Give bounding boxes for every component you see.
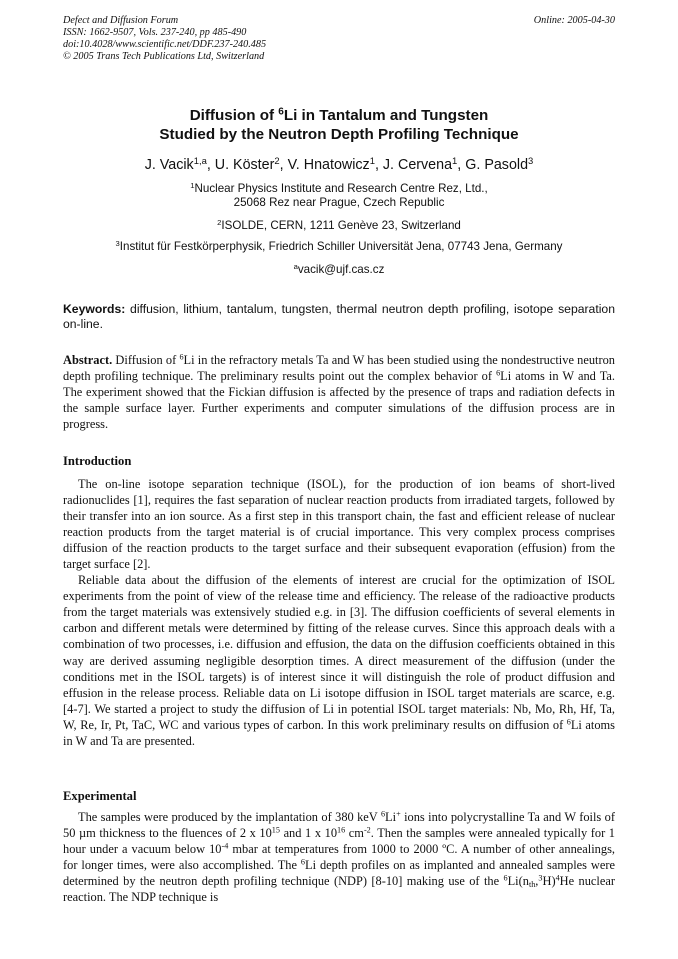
title-line-2: Studied by the Neutron Depth Profiling Technique <box>159 126 519 143</box>
experimental-body <box>63 809 615 905</box>
keywords-text: diffusion, lithium, tantalum, tungsten, thermal neutron depth profiling, isotope separation on-line. <box>63 302 615 331</box>
introduction-body <box>63 476 615 749</box>
email-line: $^a$vacik@ujf.cas.cz <box>293 261 385 276</box>
abstract-label: Abstract. <box>63 353 113 367</box>
paragraph: The samples were produced by the implantation of 380 keV $^6$Li+ ions into polycrystalline Ta and W foils of 50 µm thickness to the fluences of 2 x $10^{15}$ and 1 x $10^{16}$ $cm^{-2}$. Then the samples were annealed typically for 1 hour under a vacuum below $10^{-4}$ mbar at temperatures from 1000 to 2000 ºC. A number of other annealings, for longer times, were also accomplished. The $^6$Li depth profiles on as implanted and annealed samples were determined by the neutron depth profiling technique (NDP) [8-10] making use of the $^6Li(n_{th},^3H)^4He$ nuclear reaction. The NDP technique is <box>63 809 615 905</box>
journal-header <box>63 15 615 63</box>
issn-line: ISSN: 1662-9507, Vols. 237-240, pp 485-490 <box>63 27 247 38</box>
paper-title <box>63 106 615 144</box>
author: V. Hnatowicz <box>287 157 370 173</box>
paragraph: Reliable data about the diffusion of the elements of interest are crucial for the optimization of ISOL experiments from the point of view of the release time and efficiency. The release of the radioactive products from the target materials was extensively studied e.g. in [3]. The diffusion coefficients of several elements in carbon and different metals were determined by fitting of the release curves. Since this approach deals with a combination of two processes, i.e. diffusion and effusion, the data on the diffusion coefficients obtained in this way are derived assuming negligible desorption times. A direct measurement of the diffusion (under the conditions met in the ISOL targets) is of interest since it will distinguish the role of product diffusion and effusion in the release process. Reliable data on Li isotope diffusion in ISOL target materials are scarce, e.g. [4-7]. We started a project to study the diffusion of Li in potential ISOL target materials: Nb, Mo, Rh, Hf, Ta, W, Re, Ir, Pt, TaC, WC and various types of carbon. In this work preliminary results on diffusion of $^6$Li atoms in W and Ta are presented. <box>63 573 615 748</box>
email-link[interactable]: vacik@ujf.cas.cz <box>297 263 385 276</box>
author: U. Köster <box>214 157 275 173</box>
affiliation-2: $^2$ISOLDE, CERN, 1211 Genève 23, Switzerland <box>217 217 461 232</box>
online-date: Online: 2005-04-30 <box>533 15 615 26</box>
author: J. Vacik <box>144 157 194 173</box>
section-heading-introduction: Introduction <box>63 454 132 468</box>
abstract: Abstract. Diffusion of $^6$Li in the refractory metals Ta and W has been studied using the nondestructive neutron depth profiling technique. The preliminary results point out the complex behavior of $^6$Li atoms in W and Ta. The experiment showed that the Fickian diffusion is affected by the presence of traps and radiation defects in the sample surface layer. Further experiments and computer simulations of the diffusion process are in progress. <box>63 352 616 432</box>
affiliation-1: $^1$Nuclear Physics Institute and Research Centre Rez, Ltd., 25068 Rez near Prague, Czech Republic <box>190 180 488 209</box>
copyright-line: © 2005 Trans Tech Publications Ltd, Switzerland <box>63 51 265 62</box>
paragraph: The on-line isotope separation technique (ISOL), for the production of ion beams of short-lived radionuclides [1], requires the fast separation of nuclear reaction products from irradiated targets, followed by their transfer into an ion source. As a first step in this transport chain, the fast and efficient release of nuclear reaction products from the target material is of crucial importance. This very complex process comprises diffusion of the reaction products to the target surface and their subsequent evaporation (effusion) from the target surface [2]. <box>63 477 615 572</box>
author: G. Pasold <box>465 157 529 173</box>
author: J. Cervena <box>382 157 453 173</box>
title-line-1: Diffusion of $^6$Li in Tantalum and Tungsten <box>189 106 489 124</box>
keywords-label: Keywords: <box>63 302 126 316</box>
author-list: J. Vacik$^{1,a}$, U. Köster$^2$, V. Hnatowicz$^1$, J. Cervena$^1$, G. Pasold$^3$ <box>144 154 534 173</box>
section-heading-experimental: Experimental <box>63 789 137 803</box>
affiliation-3: $^3$Institut für Festkörperphysik, Friedrich Schiller Universität Jena, 07743 Jena, Germany <box>115 238 563 253</box>
doi-line: doi:10.4028/www.scientific.net/DDF.237-240.485 <box>63 39 267 50</box>
journal-name: Defect and Diffusion Forum <box>63 15 179 26</box>
keywords <box>63 302 615 332</box>
